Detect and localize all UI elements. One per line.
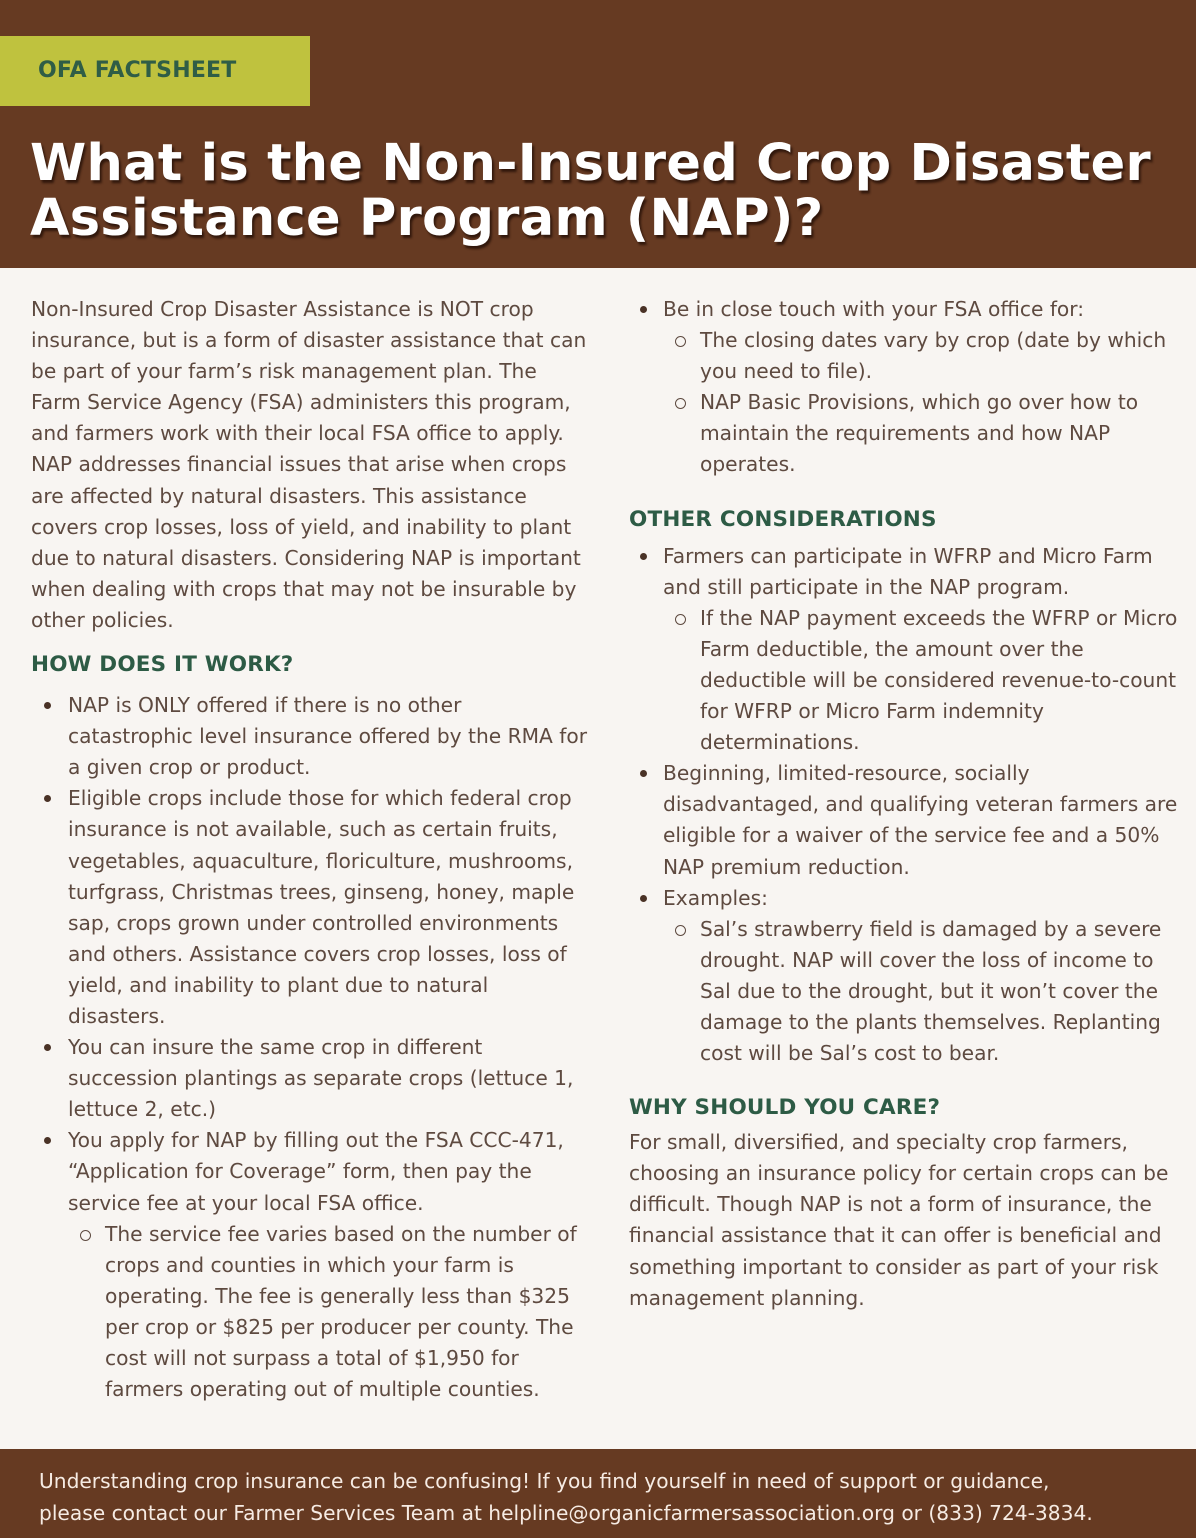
- page-title: What is the Non-Insured Crop Disaster Assistance Program (NAP)?: [30, 134, 1151, 248]
- sub-list: [663, 914, 1185, 1069]
- page-header: [0, 0, 1196, 268]
- sub-list-item: The service fee varies based on the number of crops and counties in which your farm is operating. The fee is generally less than $325 per crop or $825 per producer per county. The cost will not surpass a total of $1,950 for farmers operating out of multiple counties.: [68, 1219, 587, 1406]
- left-column: [31, 294, 587, 1405]
- sub-list: [68, 1219, 587, 1406]
- list-item: NAP is ONLY offered if there is no other catastrophic level insurance offered by the RMA for a given crop or product.: [31, 690, 587, 783]
- footer-line-1: Understanding crop insurance can be confusing! If you find yourself in need of support or guidance,: [39, 1469, 1050, 1493]
- sub-list: [663, 325, 1185, 480]
- sub-list-item: NAP Basic Provisions, which go over how to maintain the requirements and how NAP operates.: [663, 387, 1185, 480]
- intro-paragraph: Non-Insured Crop Disaster Assistance is NOT crop insurance, but is a form of disaster assistance that can be part of your farm’s risk management plan. The Farm Service Agency (FSA) administers this program, and farmers work with their local FSA office to apply. NAP addresses financial issues that arise when crops are affected by natural disasters. This assistance covers crop losses, loss of yield, and inability to plant due to natural disasters. Considering NAP is important when dealing with crops that may not be insurable by other policies.: [31, 297, 587, 632]
- how-it-works-heading: HOW DOES IT WORK?: [31, 652, 294, 678]
- why-care-paragraph: For small, diversified, and specialty crop farmers, choosing an insurance policy for certain crops can be difficult. Though NAP is not a form of insurance, the financial assistance that it can offer is beneficial and something important to consider as part of your risk management planning.: [629, 1130, 1169, 1310]
- sub-list: [663, 603, 1185, 758]
- factsheet-tag: OFA FACTSHEET: [0, 36, 310, 106]
- list-item: Beginning, limited-resource, socially disadvantaged, and qualifying veteran farmers are eligible for a waiver of the service fee and a 50% NAP premium reduction.: [629, 758, 1185, 882]
- list-item: You apply for NAP by filling out the FSA CCC-471, “Application for Coverage” form, then pay the service fee at your local FSA office. The service fee varies based on the number of crops and counties in which your farm is operating. The fee is generally less than $325 per crop or $825 per producer per county. The cost will not surpass a total of $1,950 for farmers operating out of multiple counties.: [31, 1125, 587, 1405]
- other-considerations-heading: OTHER CONSIDERATIONS: [629, 506, 937, 532]
- sub-list-item: Sal’s strawberry field is damaged by a severe drought. NAP will cover the loss of income to Sal due to the drought, but it won’t cover the damage to the plants themselves. Replanting cost will be Sal’s cost to bear.: [663, 914, 1185, 1069]
- other-considerations-list: [629, 541, 1185, 1070]
- how-it-works-list-continued: [629, 294, 1185, 481]
- page-footer: [0, 1449, 1196, 1538]
- sub-list-item: If the NAP payment exceeds the WFRP or Micro Farm deductible, the amount over the deductible will be considered revenue-to-count for WFRP or Micro Farm indemnity determinations.: [663, 603, 1185, 758]
- list-item: Be in close touch with your FSA office for: The closing dates vary by crop (date by which you need to file). NAP Basic Provisions, which go over how to maintain the requirements and how NAP operates.: [629, 294, 1185, 481]
- why-care-heading: WHY SHOULD YOU CARE?: [629, 1095, 941, 1121]
- how-it-works-list: [31, 690, 587, 1405]
- list-item: Farmers can participate in WFRP and Micro Farm and still participate in the NAP program. If the NAP payment exceeds the WFRP or Micro Farm deductible, the amount over the deductible will be considered revenue-to-count for WFRP or Micro Farm indemnity determinations.: [629, 541, 1185, 759]
- list-item: Eligible crops include those for which federal crop insurance is not available, such as certain fruits, vegetables, aquaculture, floriculture, mushrooms, turfgrass, Christmas trees, ginseng, honey, maple sap, crops grown under controlled environments and others. Assistance covers crop losses, loss of yield, and inability to plant due to natural disasters.: [31, 783, 587, 1032]
- footer-line-2: please contact our Farmer Services Team at helpline@organicfarmersassociation.org or (833) 724-3834.: [39, 1500, 1093, 1525]
- sub-list-item: The closing dates vary by crop (date by which you need to file).: [663, 325, 1185, 387]
- list-item: Examples: Sal’s strawberry field is damaged by a severe drought. NAP will cover the loss of income to Sal due to the drought, but it won’t cover the damage to the plants themselves. Replanting cost will be Sal’s cost to bear.: [629, 883, 1185, 1070]
- helpline-email-link[interactable]: helpline@organicfarmersassociation.org: [488, 1500, 895, 1525]
- helpline-phone-link[interactable]: (833) 724-3834: [928, 1500, 1087, 1525]
- list-item: You can insure the same crop in different succession plantings as separate crops (lettuce 1, lettuce 2, etc.): [31, 1032, 587, 1125]
- right-column: [629, 294, 1185, 1314]
